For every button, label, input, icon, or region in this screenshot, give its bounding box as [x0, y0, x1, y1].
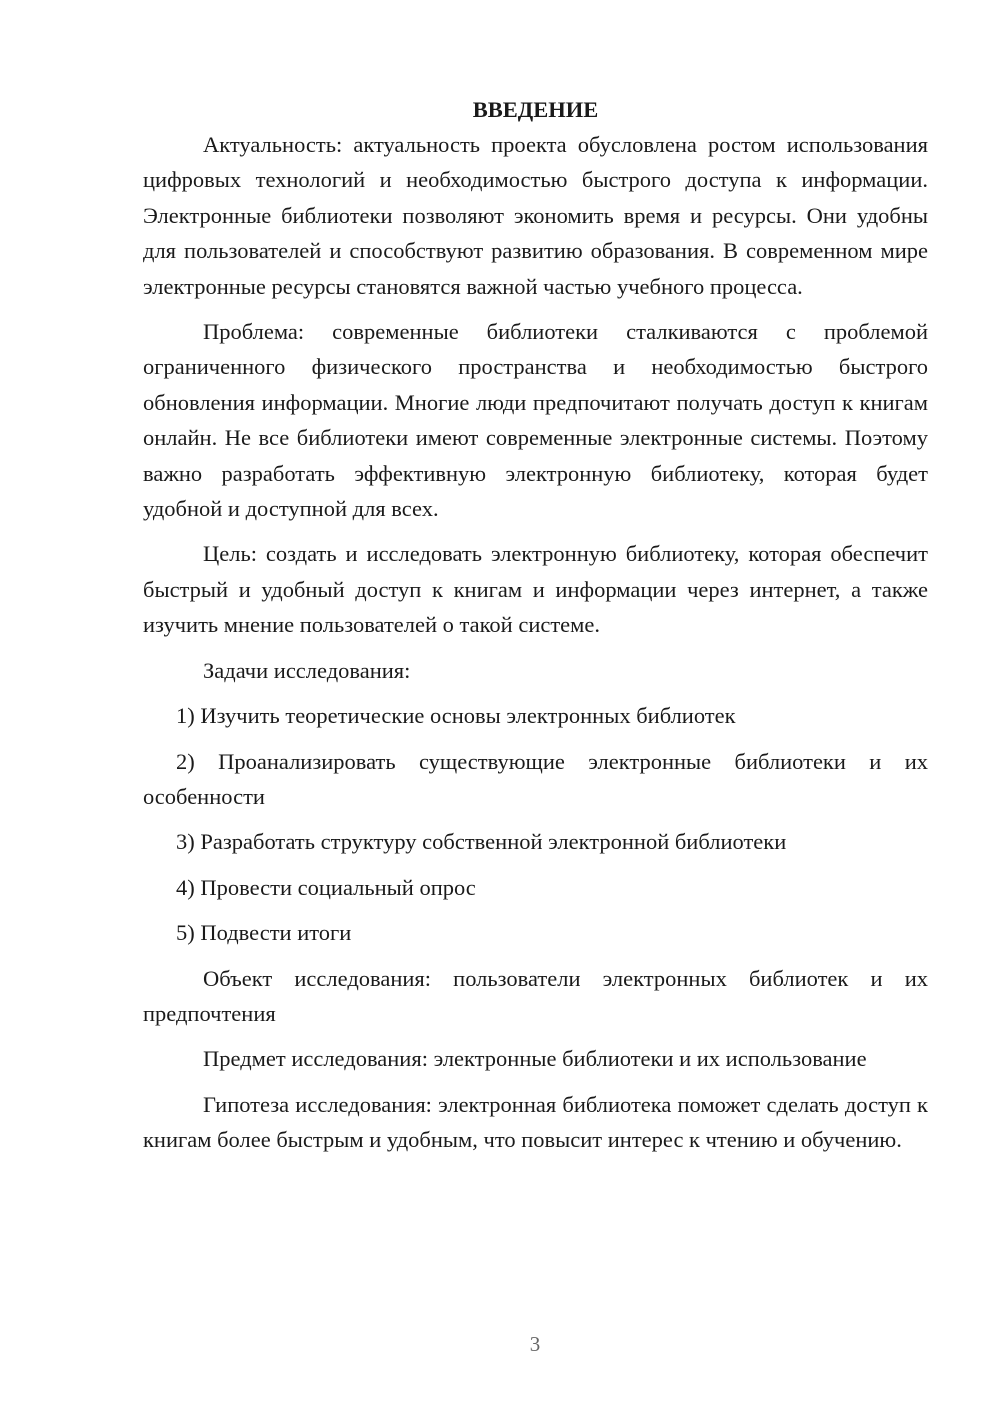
page-title: ВВЕДЕНИЕ: [472, 97, 599, 122]
task-item: 2) Проанализировать существующие электронные библиотеки и их особенности: [143, 748, 928, 809]
page-number: 3: [529, 1332, 541, 1356]
task-item: 1) Изучить теоретические основы электронных библиотек: [176, 703, 736, 729]
hypothesis-paragraph: Гипотеза исследования: электронная библиотека поможет сделать доступ к книгам более быстрым и удобным, что повысит интерес к чтению и обучению.: [143, 1091, 928, 1153]
tasks-heading: Задачи исследования:: [203, 657, 411, 683]
relevance-paragraph: Актуальность: актуальность проекта обусловлена ростом использования цифровых технологий и необходимостью быстрого доступа к информации. Электронные библиотеки позволяют экономить время и ресурсы. Они удобны для пользователей и способствуют развитию образования. В современном мире электронные ресурсы становятся важной частью учебного процесса.: [143, 132, 928, 299]
task-item: 3) Разработать структуру собственной электронной библиотеки: [176, 829, 787, 855]
subject-paragraph: Предмет исследования: электронные библиотеки и их использование: [203, 1046, 867, 1072]
problem-paragraph: Проблема: современные библиотеки сталкиваются с проблемой ограниченного физического пространства и необходимостью быстрого обновления информации. Многие люди предпочитают получать доступ к книгам онлайн. Не все библиотеки имеют современные электронные системы. Поэтому важно разработать эффективную электронную библиотеку, которая будет удобной и доступной для всех.: [143, 319, 928, 522]
goal-paragraph: Цель: создать и исследовать электронную библиотеку, которая обеспечит быстрый и удобный доступ к книгам и информации через интернет, а также изучить мнение пользователей о такой системе.: [143, 541, 928, 638]
task-item: 4) Провести социальный опрос: [176, 874, 476, 900]
task-item: 5) Подвести итоги: [176, 920, 352, 946]
document-page: [143, 92, 928, 1158]
object-paragraph: Объект исследования: пользователи электронных библиотек и их предпочтения: [143, 965, 928, 1026]
